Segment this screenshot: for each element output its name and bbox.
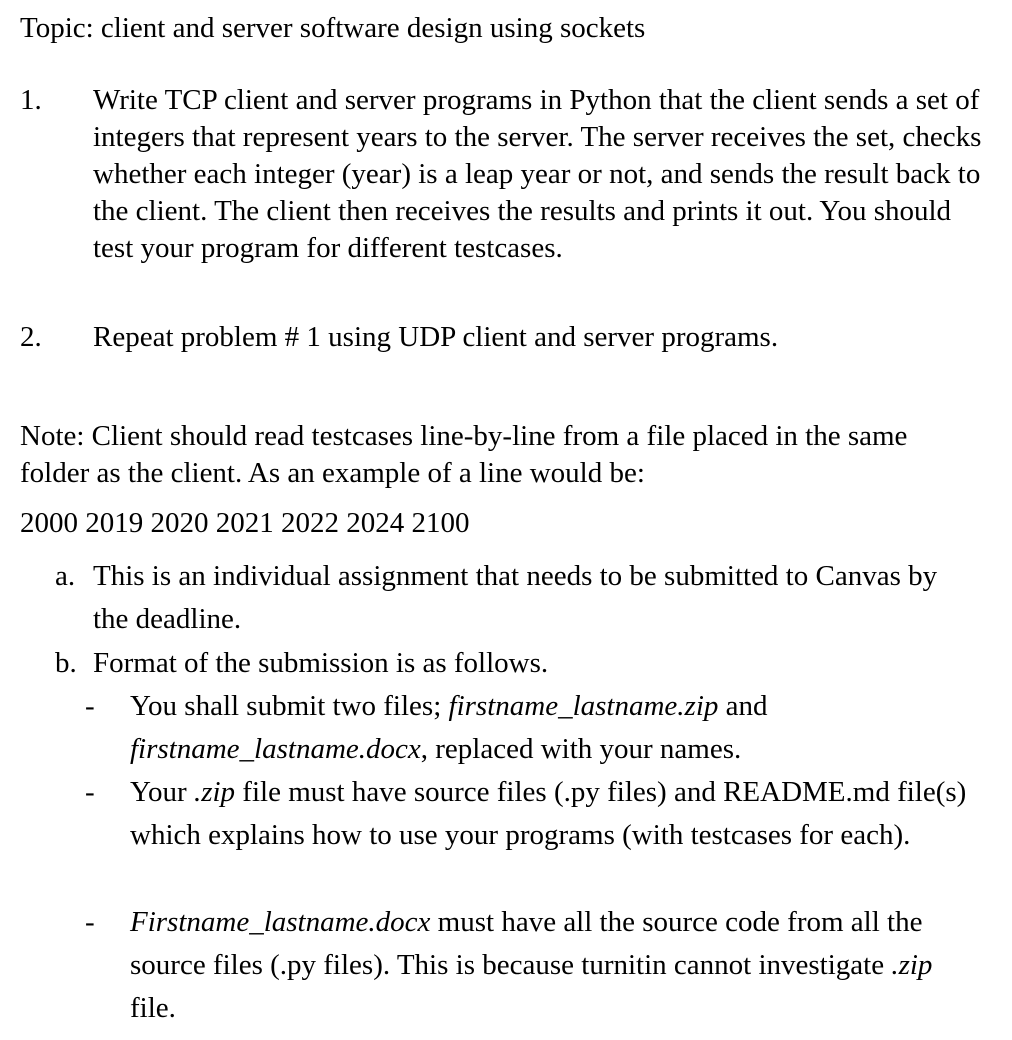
note-paragraph: Note: Client should read testcases line-by-line from a file placed in the same folder as the client. As an example of a line would be: (20, 420, 908, 489)
dash-bullet: - (85, 906, 95, 938)
topic-heading: Topic: client and server software design using sockets (20, 12, 646, 44)
zip-filename: firstname_lastname.zip (448, 690, 719, 722)
requirement-label: a. (55, 560, 76, 592)
requirement-label: b. (55, 647, 77, 679)
rule-text-segment: , replaced with your names. (420, 733, 742, 765)
rule-text-segment: file. (130, 992, 176, 1024)
rule-text-segment: must have all the source code from all the source files (.py files). This is because turnitin cannot investigate (130, 906, 923, 981)
rule-text-segment: file must have source files (.py files) and README.md file(s) which explains how to use your programs (with testcases for each). (130, 776, 967, 851)
rule-text (130, 901, 985, 1030)
rule-text-segment: You shall submit two files; (130, 690, 449, 722)
requirement-text: This is an individual assignment that needs to be submitted to Canvas by the deadline. (93, 560, 938, 635)
dash-bullet: - (85, 776, 95, 808)
problem-text: Write TCP client and server programs in Python that the client sends a set of integers that represent years to the server. The server receives the set, checks whether each integer (year) is a leap year or not, and sends the result back to the client. The client then receives the results and prints it out. You should test your program for different testcases. (93, 84, 982, 264)
example-line: 2000 2019 2020 2021 2022 2024 2100 (20, 507, 470, 539)
rule-text-segment: Your (130, 776, 194, 808)
problem-number: 1. (20, 84, 42, 116)
docx-filename: Firstname_lastname.docx (130, 906, 431, 938)
dash-bullet: - (85, 690, 95, 722)
requirement-text: Format of the submission is as follows. (93, 647, 549, 679)
docx-filename: firstname_lastname.docx (130, 733, 421, 765)
rule-text (130, 685, 985, 771)
zip-extension: .zip (193, 776, 236, 808)
problem-text: Repeat problem # 1 using UDP client and server programs. (93, 321, 779, 353)
zip-extension: .zip (891, 949, 933, 981)
rule-text (130, 771, 985, 857)
rule-text-segment: and (718, 690, 768, 722)
problem-number: 2. (20, 321, 42, 353)
